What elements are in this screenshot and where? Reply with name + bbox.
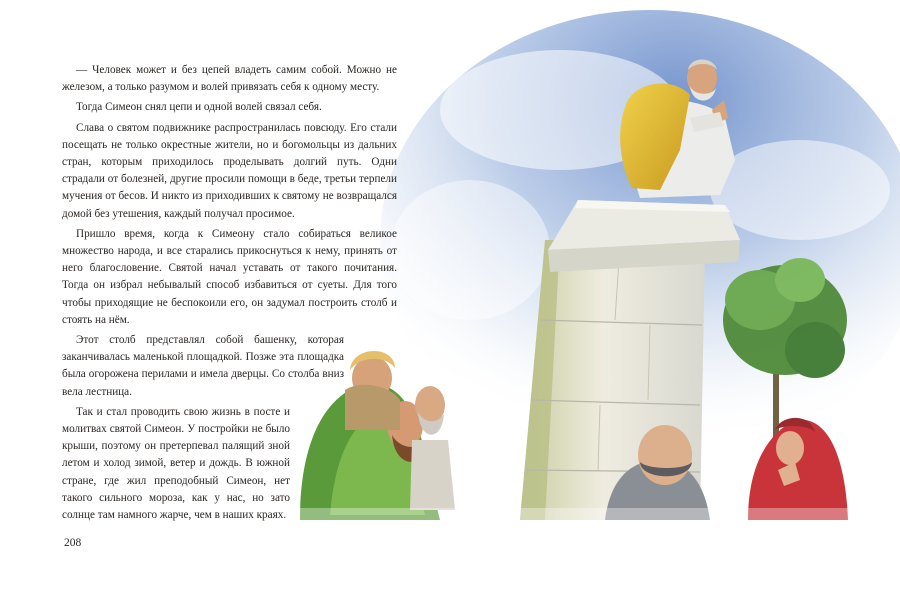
paragraph-4: Пришло время, когда к Симеону стало собираться великое множество народа, и все старались прикоснуться к нему, принять от него благословение. Святой начал уставать от такого почитания. Тогда он избрал небывалый способ избавиться от суеты. Для того чтобы приходящие не беспокоили его, он задумал построить столб и стоять на нём.	[62, 227, 397, 326]
paragraph-2: Тогда Симеон снял цепи и одной волей связал себя.	[76, 101, 322, 114]
paragraph-6: Так и стал проводить свою жизнь в посте и молитвах святой Симеон. У постройки не было крыши, поэтому он претерпевал палящий зной летом и холод зимой, ветер и дождь. В южной стране, где жил преподобный Симеон, нет такого сильного мороза, как у нас, но зато солнце там намного жарче, чем в наших краях.	[62, 405, 290, 522]
grey-bearded-man	[410, 386, 455, 510]
text-column	[62, 62, 397, 527]
paragraph-1: — Человек может и без цепей владеть самим собой. Можно не железом, а только разумом и волей привязать себя к одному месту.	[62, 64, 397, 94]
paragraph-5: Этот столб представлял собой башенку, которая заканчивалась маленькой площадкой. Позже эта площадка была огорожена перилами и имела дверцы. Со столба вниз вела лестница.	[62, 334, 344, 398]
page-number: 208	[64, 537, 82, 549]
paragraph-3: Слава о святом подвижнике распространилась повсюду. Его стали посещать не только окрестные жители, но и богомольцы из дальних стран, которым приходилось проделывать долгий путь. Одни страдали от болезней, другие просили помощи в беде, третьи терпели мучения от бесов. И никто из приходивших к святому не возвращался домой без утешения, каждый получал просимое.	[62, 121, 397, 220]
